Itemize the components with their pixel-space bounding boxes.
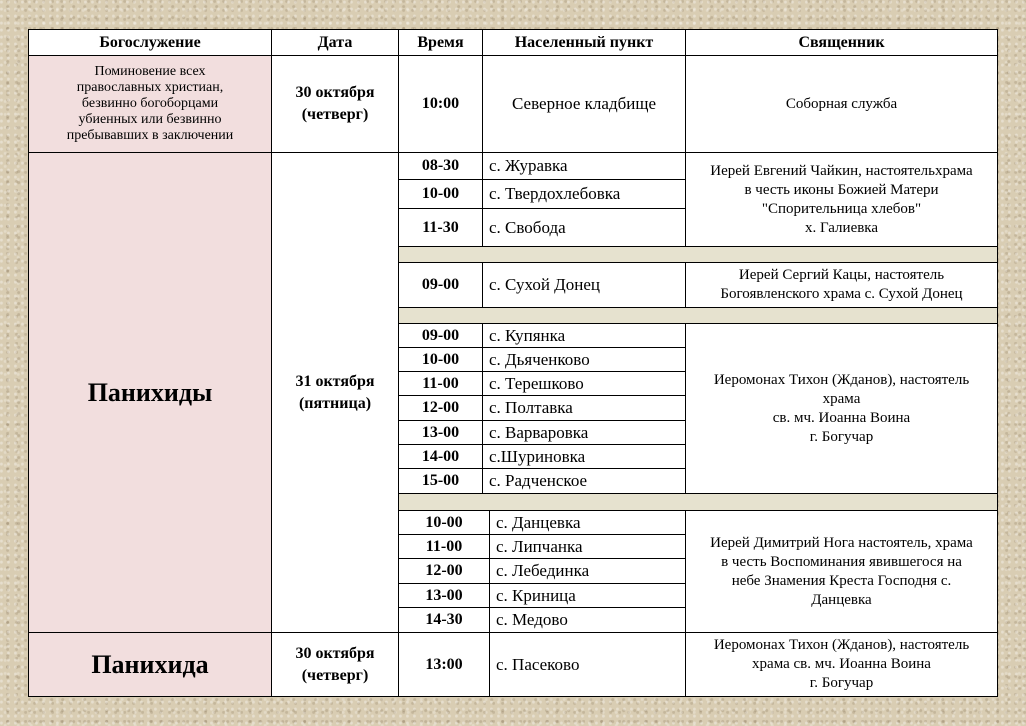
service-line: Поминовение всех	[94, 64, 206, 79]
priest-line: Данцевка	[811, 591, 872, 608]
date-day: 30 октября	[295, 644, 375, 662]
priest-line: в честь Воспоминания явившегося на	[721, 553, 962, 570]
place-cell: Северное кладбище	[483, 56, 686, 153]
priest-cell	[686, 511, 998, 633]
place-cell: с.Шуриновка	[483, 445, 686, 469]
place-cell: с. Пасеково	[490, 633, 686, 697]
place-cell: с. Дьяченково	[483, 348, 686, 372]
priest-cell: Соборная служба	[686, 56, 998, 153]
date-cell	[272, 633, 399, 697]
priest-line: Богоявленского храма с. Сухой Донец	[720, 286, 963, 302]
header-priest: Священник	[686, 29, 998, 56]
priest-line: г. Богучар	[809, 675, 874, 691]
time-cell: 14-30	[399, 608, 490, 633]
priest-cell	[686, 324, 998, 494]
service-line: безвинно богоборцами	[81, 96, 219, 111]
time-cell: 15-00	[399, 469, 483, 494]
place-cell: с. Твердохлебовка	[483, 180, 686, 209]
time-cell: 13-00	[399, 584, 490, 608]
time-cell: 12-00	[399, 396, 483, 421]
time-cell: 10-00	[399, 348, 483, 372]
separator-row	[399, 308, 998, 324]
time-cell: 11-00	[399, 535, 490, 559]
date-weekday: (четверг)	[301, 666, 369, 684]
place-cell: с. Варваровка	[483, 421, 686, 445]
date-weekday: (пятница)	[298, 394, 372, 412]
service-commemoration	[28, 56, 272, 153]
date-weekday: (четверг)	[301, 106, 369, 123]
separator-row	[399, 494, 998, 511]
place-cell: с. Лебединка	[490, 559, 686, 584]
service-panikhida: Панихида	[28, 633, 272, 697]
header-place: Населенный пункт	[483, 29, 686, 56]
place-cell: с. Медово	[490, 608, 686, 633]
service-line: пребывавших в заключении	[66, 128, 234, 143]
date-day: 31 октября	[295, 372, 375, 390]
service-line: убиенных или безвинно	[78, 112, 222, 127]
priest-line: х. Галиевка	[804, 219, 879, 236]
date-cell	[272, 56, 399, 153]
header-service: Богослужение	[28, 29, 272, 56]
priest-cell	[686, 633, 998, 697]
time-cell: 10:00	[399, 56, 483, 153]
place-cell: с. Радченское	[483, 469, 686, 494]
place-cell: с. Журавка	[483, 153, 686, 180]
place-cell: с. Купянка	[483, 324, 686, 348]
place-cell: с. Свобода	[483, 209, 686, 247]
date-cell	[272, 153, 399, 633]
place-cell: с. Данцевка	[490, 511, 686, 535]
priest-line: Иерей Евгений Чайкин, настоятельхрама	[710, 162, 973, 179]
priest-cell	[686, 263, 998, 308]
priest-line: Иеромонах Тихон (Жданов), настоятель	[713, 371, 970, 388]
priest-line: "Спорительница хлебов"	[761, 200, 922, 217]
time-cell: 10-00	[399, 511, 490, 535]
priest-line: Иерей Сергий Кацы, настоятель	[738, 267, 945, 283]
schedule-table	[28, 29, 998, 697]
time-cell: 09-00	[399, 324, 483, 348]
place-cell: с. Липчанка	[490, 535, 686, 559]
priest-line: Иеромонах Тихон (Жданов), настоятель	[713, 637, 970, 653]
priest-cell	[686, 153, 998, 247]
separator-row	[399, 247, 998, 263]
time-cell: 10-00	[399, 180, 483, 209]
priest-line: Иерей Димитрий Нога настоятель, храма	[710, 534, 973, 551]
priest-line: св. мч. Иоанна Воина	[772, 409, 911, 426]
place-cell: с. Криница	[490, 584, 686, 608]
time-cell: 13-00	[399, 421, 483, 445]
priest-line: храма	[822, 390, 861, 407]
priest-line: храма св. мч. Иоанна Воина	[752, 656, 931, 672]
priest-line: г. Богучар	[809, 428, 874, 445]
header-date: Дата	[272, 29, 399, 56]
service-line: православных христиан,	[76, 80, 224, 95]
priest-line: в честь иконы Божией Матери	[744, 181, 939, 198]
time-cell: 11-00	[399, 372, 483, 396]
time-cell: 12-00	[399, 559, 490, 584]
header-time: Время	[399, 29, 483, 56]
time-cell: 11-30	[399, 209, 483, 247]
date-day: 30 октября	[295, 84, 375, 101]
place-cell: с. Полтавка	[483, 396, 686, 421]
time-cell: 14-00	[399, 445, 483, 469]
priest-line: небе Знамения Креста Господня с.	[731, 572, 952, 589]
service-panikhidy: Панихиды	[28, 153, 272, 633]
place-cell: с. Терешково	[483, 372, 686, 396]
place-cell: с. Сухой Донец	[483, 263, 686, 308]
time-cell: 09-00	[399, 263, 483, 308]
time-cell: 08-30	[399, 153, 483, 180]
time-cell: 13:00	[399, 633, 490, 697]
